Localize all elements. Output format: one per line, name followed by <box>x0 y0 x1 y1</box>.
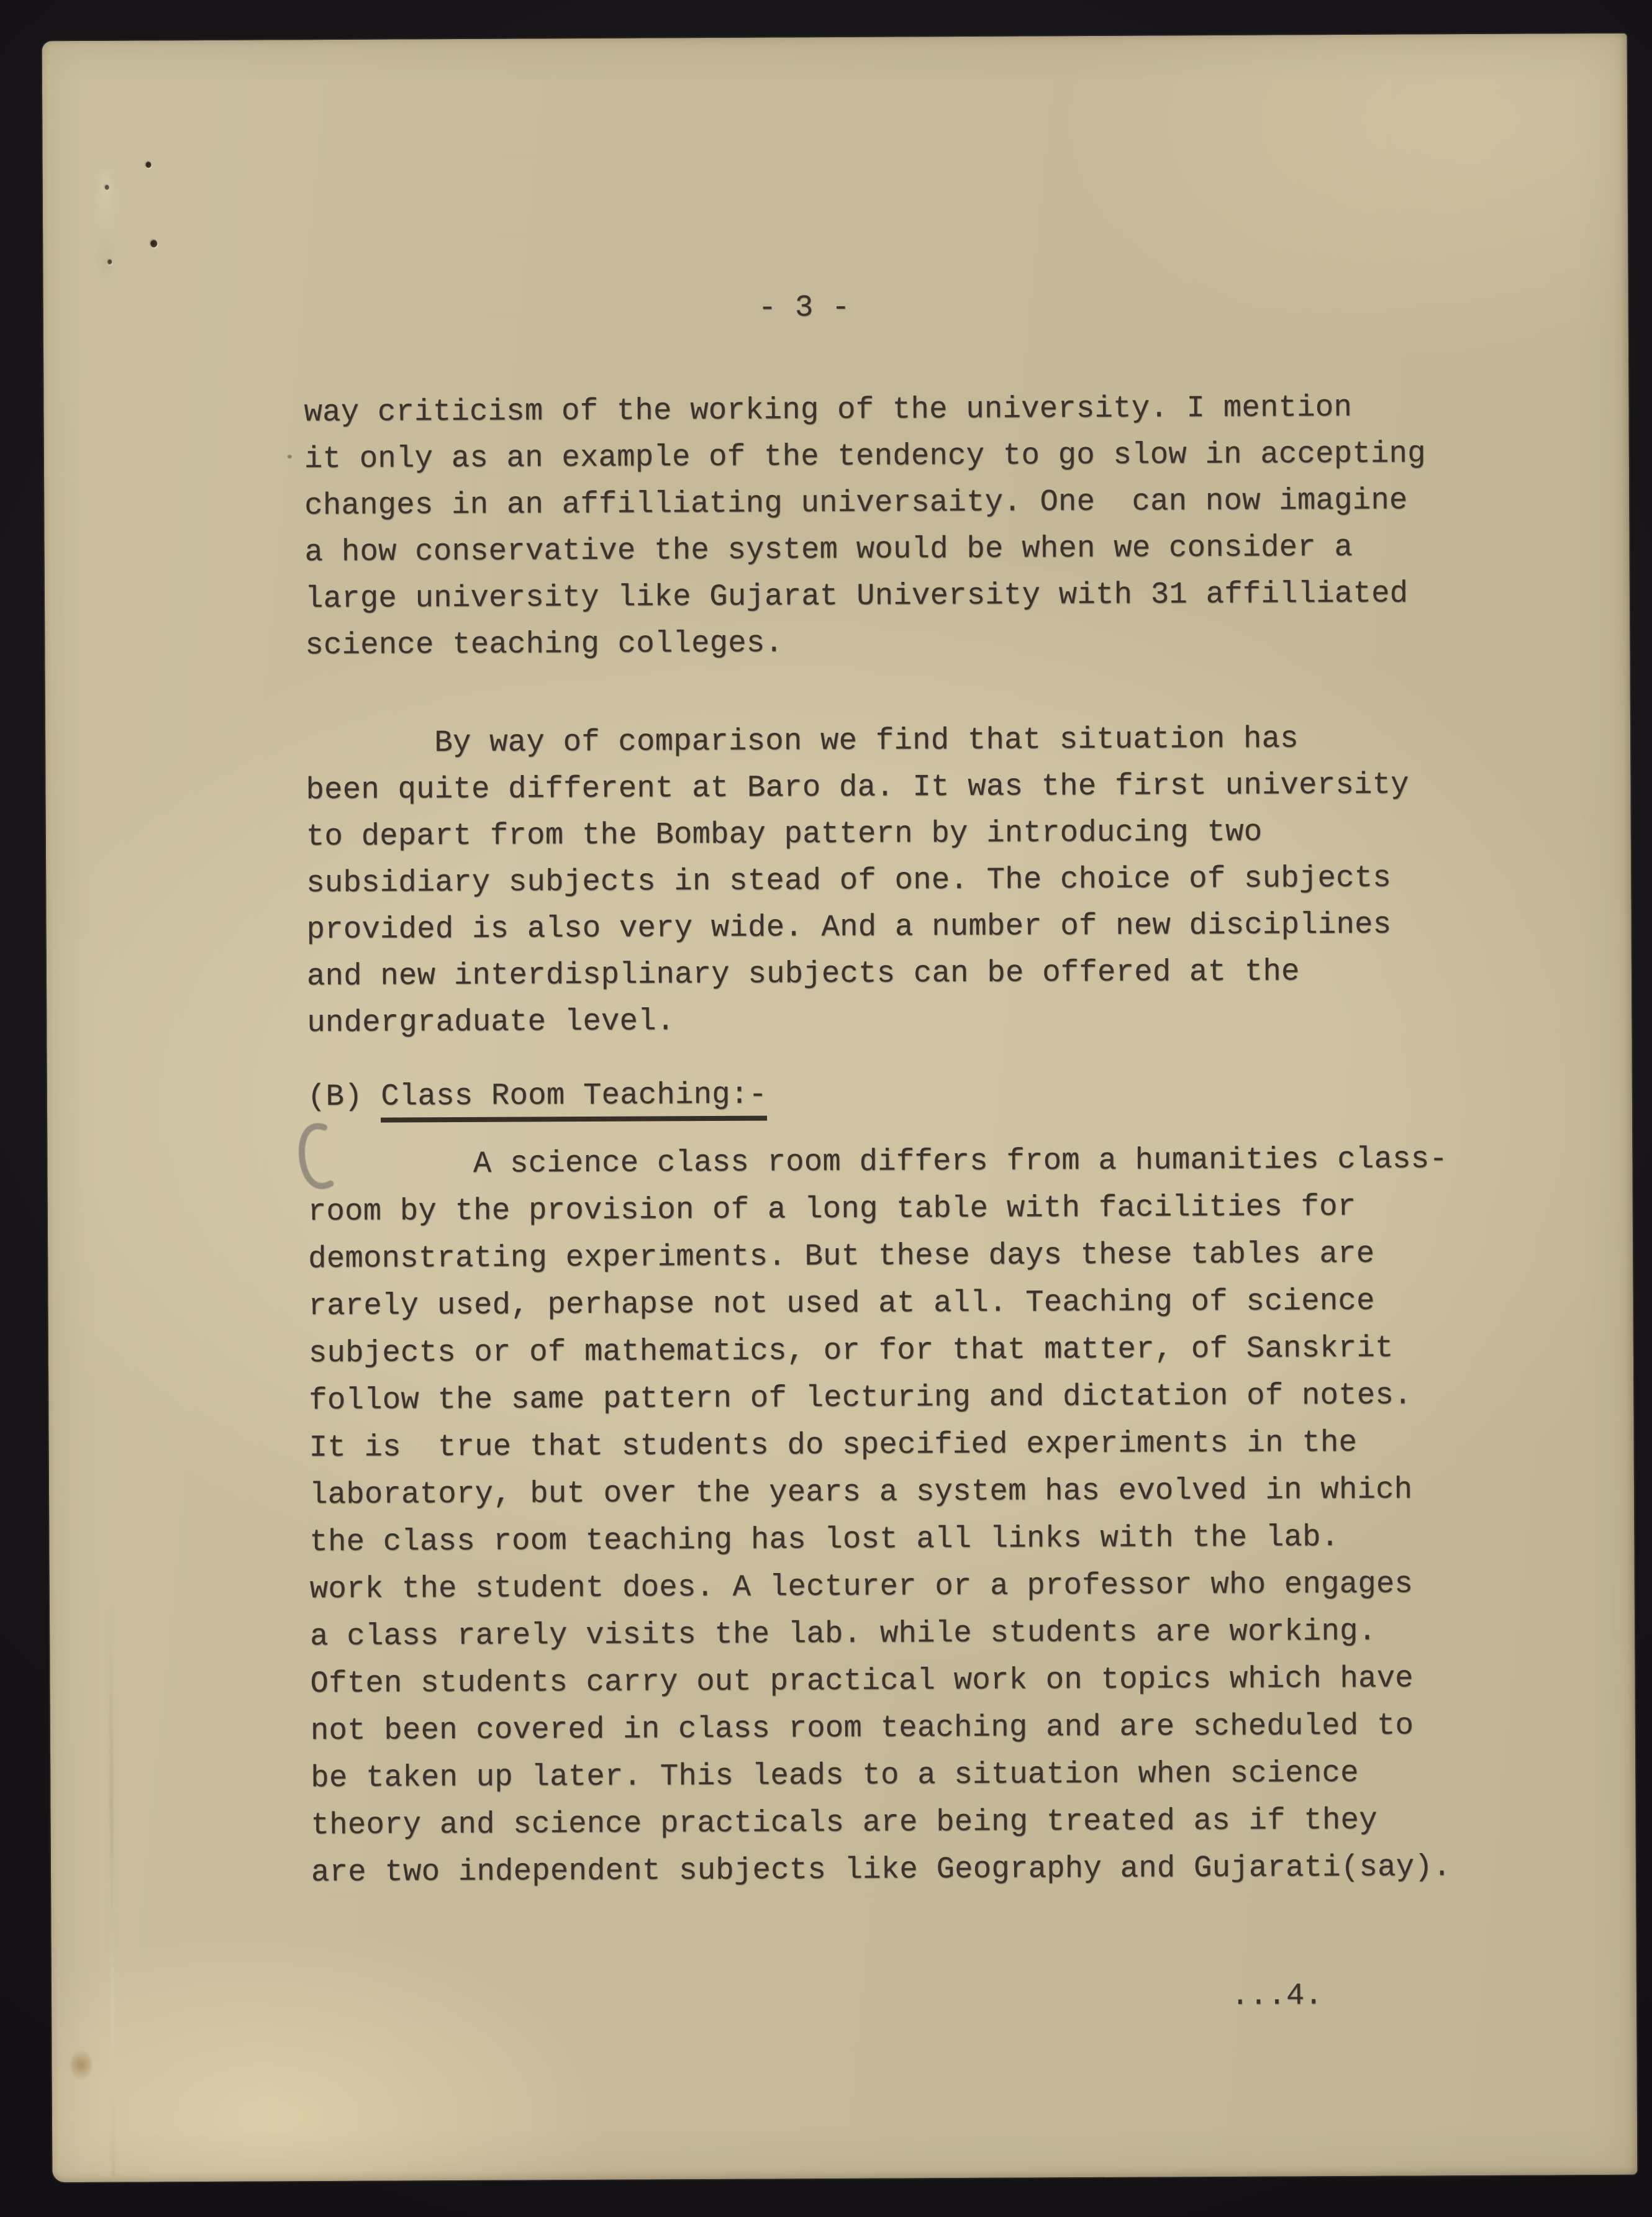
text-line: a class rarely visits the lab. while students are working. <box>310 1613 1377 1654</box>
text-line: theory and science practicals are being treated as if they <box>311 1802 1377 1843</box>
text-line: been quite different at Baro da. It was the first university <box>306 767 1409 808</box>
page-number-text: - 3 - <box>758 289 850 325</box>
text-line: room by the provision of a long table with facilities for <box>307 1189 1356 1230</box>
section-heading-line <box>307 1072 767 1121</box>
text-line: Often students carry out practical work on topics which have <box>310 1661 1414 1702</box>
paper-speck <box>288 455 292 458</box>
pin-hole <box>146 161 152 168</box>
text-line: science teaching colleges. <box>305 625 784 663</box>
text-line: demonstrating experiments. But these days these tables are <box>308 1236 1375 1277</box>
paper-stain <box>70 2051 91 2079</box>
text-line: provided is also very wide. And a number of new disciplines <box>306 907 1392 948</box>
paragraph-3 <box>307 1135 1451 1896</box>
pin-hole <box>107 260 112 265</box>
text-line: subsidiary subjects in stead of one. The choice of subjects <box>306 860 1392 901</box>
text-line: it only as an example of the tendency to go slow in accepting <box>304 436 1426 477</box>
pin-hole <box>150 240 157 247</box>
paragraph-2 <box>306 715 1410 1047</box>
text-line: undergraduate level. <box>307 1004 675 1041</box>
text-line: changes in an affilliating universaity. One can now imagine <box>304 483 1408 524</box>
text-line: rarely used, perhapse not used at all. Teaching of science <box>308 1283 1375 1324</box>
text-line: A science class room differs from a humanities class- <box>307 1141 1448 1182</box>
text-line: a how conservative the system would be when we consider a <box>304 529 1353 570</box>
text-line: It is true that students do specified experiments in the <box>309 1425 1358 1466</box>
text-line: the class room teaching has lost all links with the lab. <box>309 1520 1340 1560</box>
section-heading <box>307 1072 767 1121</box>
section-heading-underlined: Class Room Teaching:- <box>381 1077 767 1123</box>
text-line: to depart from the Bombay pattern by introducing two <box>306 814 1263 855</box>
text-line: large university like Gujarat University with 31 affilliated <box>304 576 1409 617</box>
page-number <box>758 284 850 332</box>
continuation-text: ...4. <box>1230 1978 1323 2013</box>
paper-crease <box>109 1606 114 2177</box>
section-label: (B) <box>307 1079 381 1115</box>
paragraph-1 <box>304 384 1427 669</box>
text-line: follow the same pattern of lecturing and dictation of notes. <box>309 1377 1412 1418</box>
page-continuation-marker <box>1231 1972 1323 2020</box>
text-line: subjects or of mathematics, or for that matter, of Sanskrit <box>308 1330 1394 1371</box>
text-line: work the student does. A lecturer or a professor who engages <box>309 1566 1414 1607</box>
text-line: are two independent subjects like Geography and Gujarati(say). <box>311 1849 1451 1890</box>
text-line: way criticism of the working of the university. I mention <box>304 389 1353 430</box>
text-line: By way of comparison we find that situation has <box>305 721 1299 761</box>
pin-hole <box>105 185 109 190</box>
text-line: laboratory, but over the years a system has evolved in which <box>309 1472 1413 1513</box>
text-line: be taken up later. This leads to a situation when science <box>311 1755 1359 1796</box>
text-line: not been covered in class room teaching and are scheduled to <box>310 1708 1414 1749</box>
document-page <box>42 34 1638 2182</box>
text-line: and new interdisplinary subjects can be offered at the <box>306 954 1300 994</box>
